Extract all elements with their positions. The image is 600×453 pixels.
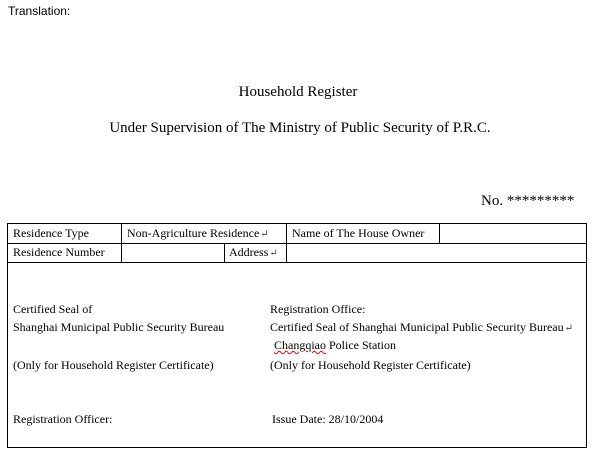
col-divider-1 — [121, 224, 122, 262]
police-station: Changqiao Police Station — [274, 338, 396, 352]
right-seal-note: (Only for Household Register Certificate) — [270, 358, 471, 372]
return-mark: ↵ — [269, 248, 278, 259]
house-owner-label: Name of The House Owner — [292, 226, 425, 240]
residence-number-label: Residence Number — [13, 245, 105, 259]
col-divider-4 — [224, 243, 225, 262]
row-divider-1 — [8, 243, 586, 244]
translation-label: Translation: — [8, 4, 71, 18]
registration-office-label: Registration Office: — [270, 302, 366, 316]
return-mark: ↵ — [260, 229, 269, 240]
return-mark: ↵ — [564, 323, 573, 334]
row-divider-2 — [8, 262, 586, 263]
left-seal-line-3: (Only for Household Register Certificate) — [13, 358, 214, 372]
registration-officer-label: Registration Officer: — [13, 412, 113, 426]
address-label: Address↵ — [229, 245, 278, 259]
register-table — [7, 223, 587, 448]
document-title: Household Register — [238, 84, 358, 100]
left-seal-line-2: Shanghai Municipal Public Security Bureau — [13, 320, 225, 334]
residence-type-value: Non-Agriculture Residence↵ — [127, 226, 269, 240]
col-divider-2 — [286, 224, 287, 262]
spellcheck-word: Changqiao — [274, 338, 326, 352]
residence-type-label: Residence Type — [13, 226, 89, 240]
left-seal-line-1: Certified Seal of — [13, 302, 93, 316]
registration-office-seal: Certified Seal of Shanghai Municipal Public Security Bureau↵ — [270, 320, 573, 334]
document-number: No. ********* — [481, 193, 575, 209]
document-subtitle: Under Supervision of The Ministry of Public Security of P.R.C. — [109, 120, 491, 136]
col-divider-3 — [439, 224, 440, 243]
issue-date: Issue Date: 28/10/2004 — [272, 412, 384, 426]
